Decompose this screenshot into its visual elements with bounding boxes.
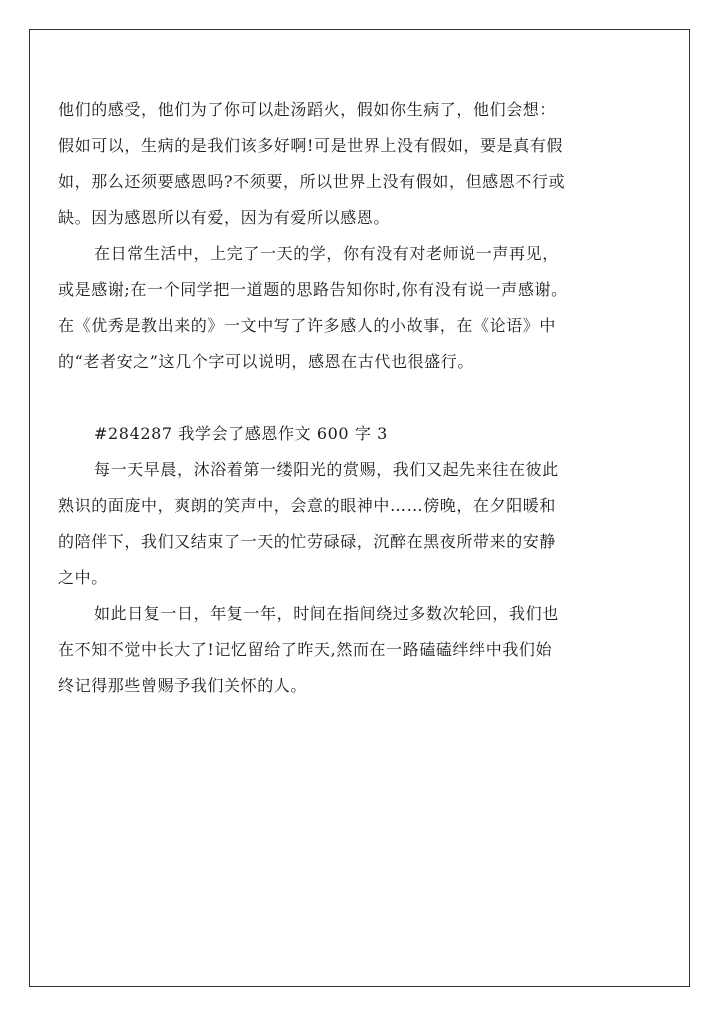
text-line: 在不知不觉中长大了!记忆留给了昨天,然而在一路磕磕绊绊中我们始	[58, 640, 553, 659]
text-line: 如此日复一日，年复一年，时间在指间绕过多数次轮回，我们也	[94, 604, 559, 623]
text-line: 之中。	[58, 568, 108, 587]
text-line: 的“老者安之”这几个字可以说明，感恩在古代也很盛行。	[58, 352, 474, 371]
text-line: 熟识的面庞中，爽朗的笑声中，会意的眼神中……傍晚，在夕阳暖和	[58, 496, 557, 515]
paragraph-2	[58, 236, 658, 380]
text-line: 在《优秀是教出来的》一文中写了许多感人的小故事，在《论语》中	[58, 316, 557, 335]
text-line: 的陪伴下，我们又结束了一天的忙劳碌碌，沉醉在黑夜所带来的安静	[58, 532, 557, 551]
paragraph-3	[58, 452, 658, 596]
text-line: 在日常生活中，上完了一天的学，你有没有对老师说一声再见，	[94, 244, 559, 263]
text-line: 或是感谢;在一个同学把一道题的思路告知你时,你有没有说一声感谢。	[58, 280, 568, 299]
paragraph-4	[58, 596, 658, 704]
document-body	[58, 92, 658, 704]
heading-line: #284287 我学会了感恩作文 600 字 3	[94, 424, 388, 443]
blank-gap	[58, 380, 658, 416]
text-line: 缺。因为感恩所以有爱，因为有爱所以感恩。	[58, 208, 391, 227]
text-line: 每一天早晨，沐浴着第一缕阳光的赏赐，我们又起先来往在彼此	[94, 460, 559, 479]
text-line: 如，那么还须要感恩吗?不须要，所以世界上没有假如，但感恩不行或	[58, 172, 566, 191]
paragraph-1	[58, 92, 658, 236]
text-line: 他们的感受，他们为了你可以赴汤蹈火，假如你生病了，他们会想：	[58, 100, 557, 119]
section-heading	[58, 416, 658, 452]
text-line: 假如可以，生病的是我们该多好啊!可是世界上没有假如，要是真有假	[58, 136, 564, 155]
text-line: 终记得那些曾赐予我们关怀的人。	[58, 676, 308, 695]
